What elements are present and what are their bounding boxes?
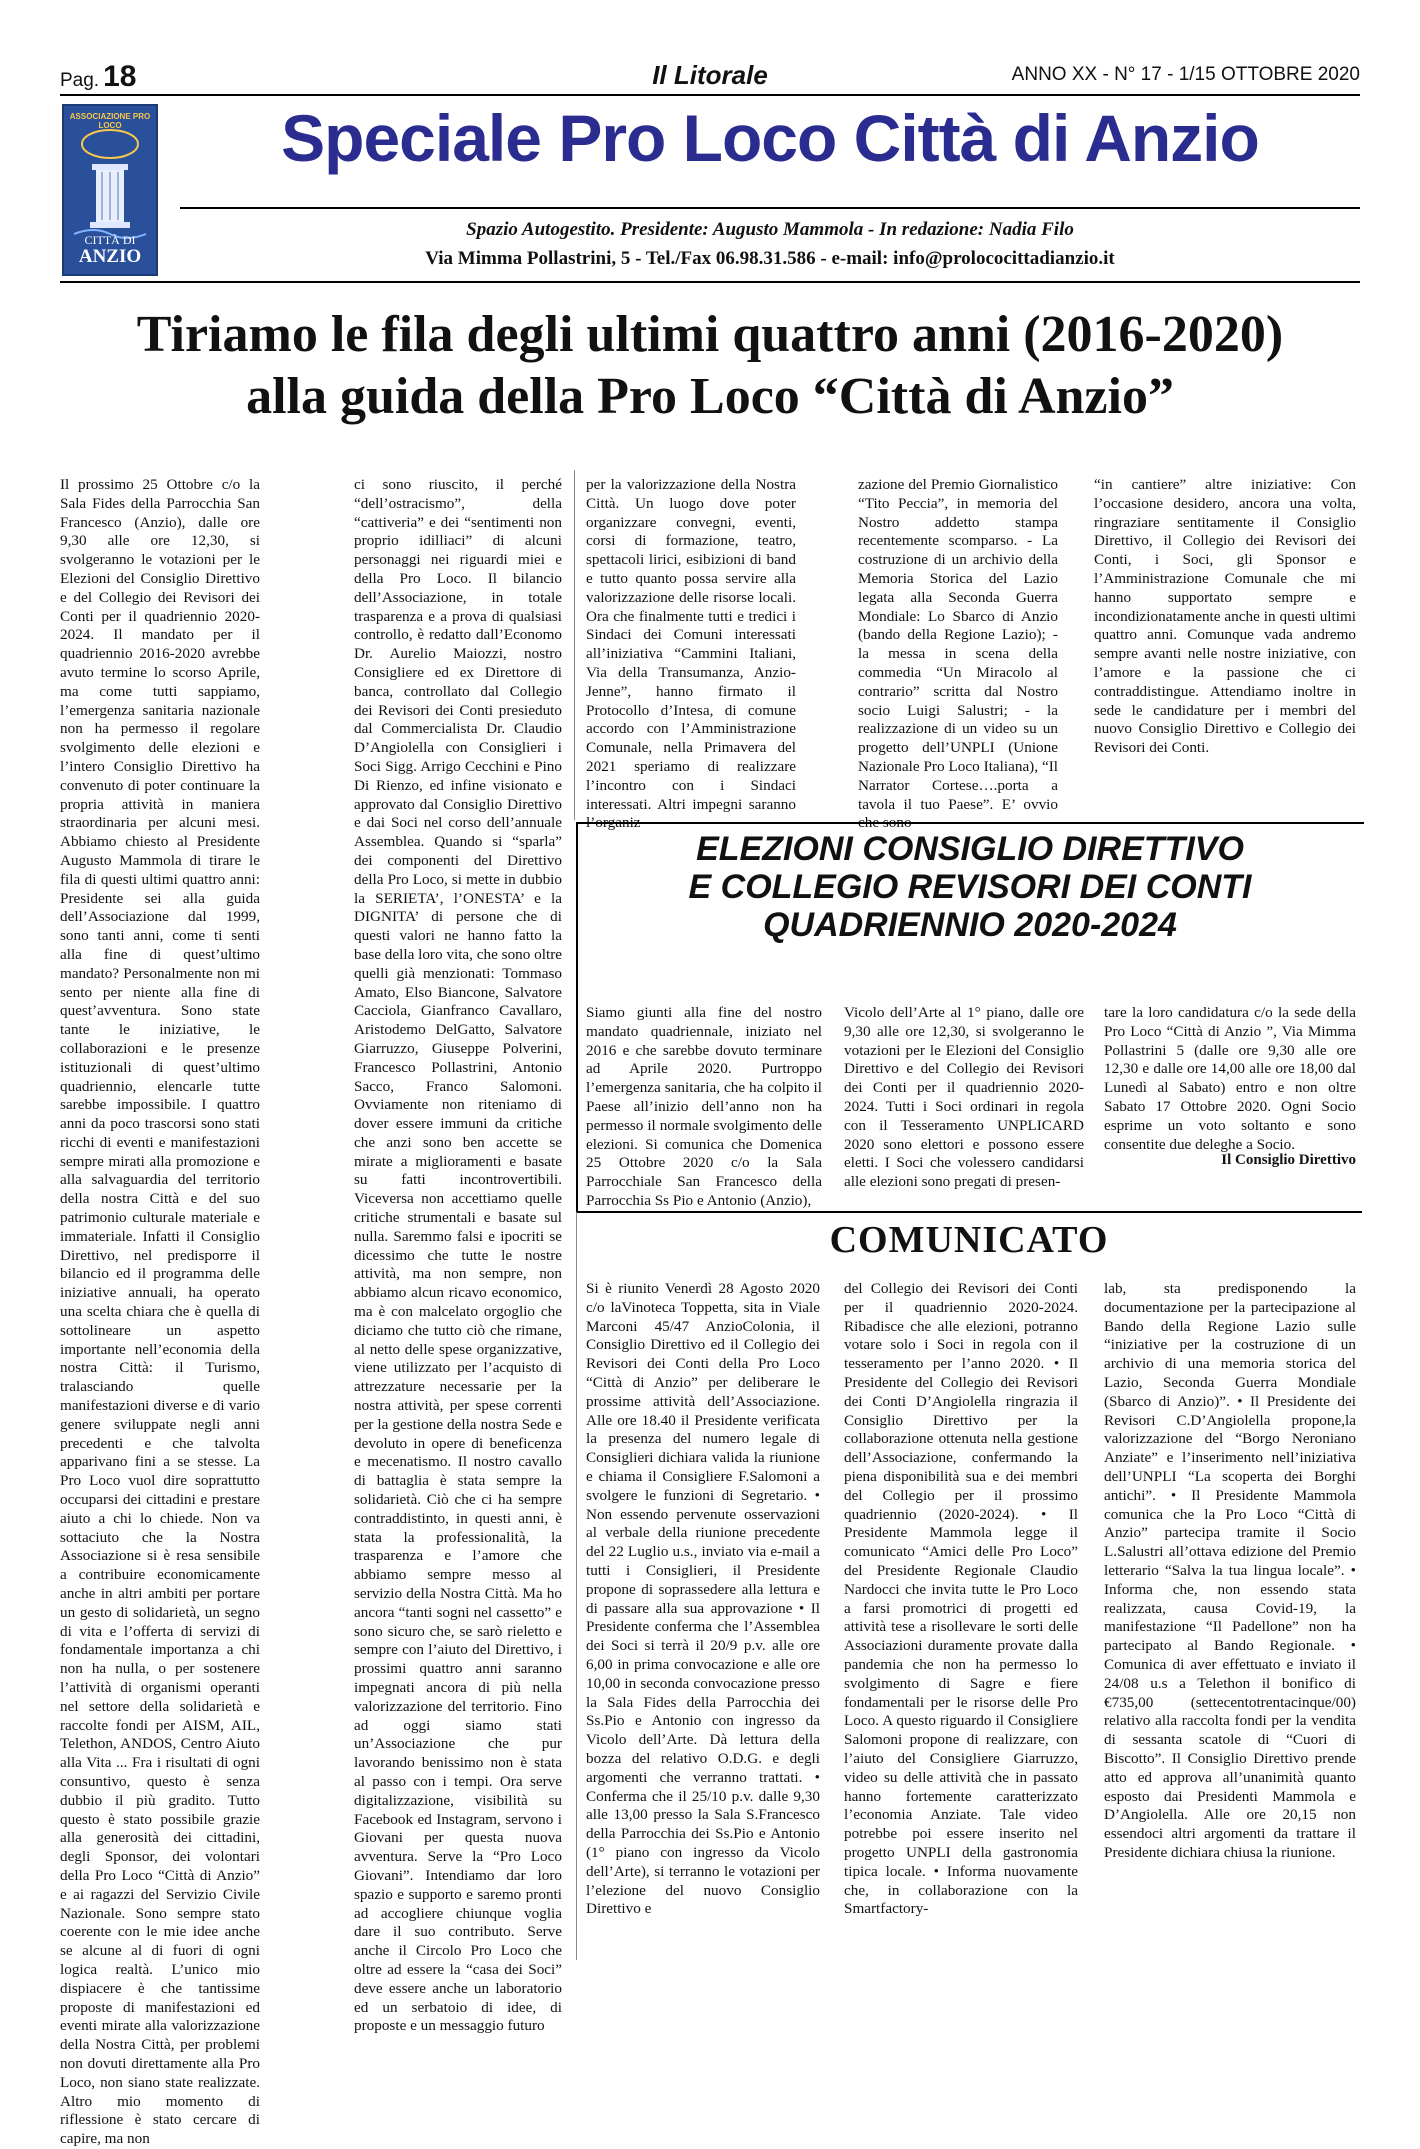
comunicato-title: COMUNICATO xyxy=(829,1219,1109,1261)
comunicato-column-3 xyxy=(1104,1280,1356,1958)
elezioni-title-line-2: E COLLEGIO REVISORI DEI CONTI xyxy=(688,868,1252,906)
divider xyxy=(60,281,1360,283)
article-column-2 xyxy=(354,476,562,2035)
elezioni-column-3 xyxy=(1104,1004,1356,1152)
contact-info: Via Mimma Pollastrini, 5 - Tel./Fax 06.98.31.586 - e-mail: info@prolococittadianzio.it xyxy=(425,248,1115,269)
logo-top-text: ASSOCIAZIONE PRO LOCO xyxy=(69,112,151,130)
article-text: Il prossimo 25 Ottobre c/o la Sala Fides della Parrocchia San Francesco (Anzio), dalle ore 9,30 alle ore 12,30, si svolgeranno le votazioni per le Elezioni del Consiglio Direttivo e del Collegio dei Revisori dei Conti per il quadriennio 2020-2024. Il mandato per il quadriennio 2016-2020 avrebbe avuto termine lo scorso Aprile, ma come tutti sappiamo, l’emergenza sanitaria nazionale non ha permesso il regolare svolgimento delle elezioni e l’intero Consiglio Direttivo ha convenuto di poter continuare la propria attività in maniera straordinaria per alcuni mesi. Abbiamo chiesto al Presidente Augusto Mammola di tirare le fila di questi ultimi quattro anni: Presidente sei alla guida dell’Associazione dal 1999, sono tanti anni, come ti senti alla fine di quest’ultimo mandato? Personalmente non mi sento per niente alla fine di quest’avventura. Sono state tante le iniziative, le collaborazioni e le presenze istituzionali di quest’ultimo quadriennio, elencarle tutte sarebbe impossibile. I quattro anni da poco trascorsi sono stati ricchi di eventi e manifestazioni sempre mirati alla promozione e alla salvaguardia del territorio della nostra Città e del suo patrimonio culturale materiale e immateriale. Infatti il Consiglio Direttivo, nel predisporre il bilancio ed il programma delle iniziative annuali, ha operato una scelta chiara che è quella di sottolineare un aspetto importante nell’economia della nostra Città: il Turismo, tralasciando quelle manifestazioni diverse e di vario genere sviluppate negli anni precedenti e che talvolta apparivano fini a se stesse. La Pro Loco vuol dire soprattutto occuparsi dei cittadini e prestare aiuto a chi lo chiede. Non va sottaciuto che la Nostra Associazione si è resa sensibile a contribuire economicamente anche in altri ambiti per portare un gesto di solidarietà, un segno di vita e l’offerta di servizi di fondamentale importanza a chi non ha nulla, o per sostenere l’attività di organismi operanti nel settore della solidarietà e raccolte fondi per AISM, AIL, Telethon, ANDOS, Centro Aiuto alla Vita ... Fra i risultati di ogni consuntivo, questo è senza dubbio il più gradito. Tutto questo è stato possibile grazie alla generosità dei cittadini, degli Sponsor, dei volontari della Pro Loco “Città di Anzio” e ai ragazzi del Servizio Civile Nazionale. Sono sempre stato coerente con le mie idee anche se alcune al di fuori di ogni logica realtà. L’unico mio dispiacere è che tantissime proposte di manifestazioni ed eventi mirate alla valorizzazione della Nostra Città, per problemi non dovuti direttamente alla Pro Loco, non siano state realizzate. Altro mio momento di riflessione è stato cercare di capire, ma non xyxy=(60,476,260,2148)
article-text: ci sono riuscito, il perché “dell’ostracismo”, della “cattiveria” e dei “sentimenti non proprio idilliaci” di alcuni personaggi nei riguardi miei e della Pro Loco. Il bilancio dell’Associazione, in totale trasparenza e a prova di qualsiasi controllo, è redatto dall’Economo Dr. Aurelio Maiozzi, nostro Consigliere ed ex Direttore di banca, controllato dal Collegio dei Revisori dei Conti presieduto dal Commercialista Dr. Claudio D’Angiolella con Consiglieri i Soci Sigg. Arrigo Cecchini e Pino Di Rienzo, ed infine visionato e approvato dal Consiglio Direttivo e dai Soci nel corso dell’annuale Assemblea. Quando si “sparla” dei componenti del Direttivo della Pro Loco, si mette in dubbio la SERIETA’, l’ONESTA’ e la DIGNITA’ di persone che di questi valori ne hanno fatto la base della loro vita, che sono oltre quelli già menzionati: Tommaso Amato, Elso Biancone, Salvatore Cacciola, Gianfranco Cavallaro, Aristodemo DelGatto, Salvatore Giarruzzo, Giuseppe Polverini, Francesco Pollastrini, Antonio Sacco, Franco Salomoni. Ovviamente non riteniamo di dover essere immuni da critiche che anzi sono ben accette se mirate a miglioramenti e basate su fatti incontrovertibili. Viceversa non accettiamo quelle critiche strumentali e basate sul nulla. Saremmo falsi e ipocriti se dicessimo che tutte le nostre attività, ma non sempre, non abbiamo alcun ricavo economico, ma è con malcelato orgoglio che diciamo che tutto ciò che rimane, al netto delle spese organizzative, viene utilizzato per l’acquisto di attrezzature necessarie per la nostra attività, per spese correnti per la gestione della nostra Sede e devoluto in opere di beneficenza e mecenatismo. Il nostro cavallo di battaglia è stata sempre la solidarietà. Ciò che ci ha sempre contraddistinto, in questi anni, è stata la professionalità, la trasparenza e l’amore che abbiamo sempre messo al servizio della Nostra Città. Ma ho ancora “tanti sogni nel cassetto” e sono sicuro che, se sarò rieletto e sempre con l’aiuto del Direttivo, i prossimi quattro anni saranno impegnati ancora di più nella valorizzazione del territorio. Fino ad oggi siamo stati un’Associazione che pur lavorando benissimo non è stata al passo con i tempi. Ora serve digitalizzazione, visibilità su Facebook ed Instagram, servono i Giovani per questa nuova avventura. Serve la “Pro Loco Giovani”. Intendiamo dar loro spazio e supporto e saremo pronti ad accogliere chiunque voglia dare il suo contributo. Serve anche il Circolo Pro Loco che oltre ad essere la “casa dei Soci” deve essere anche un laboratorio ed un serbatoio di idee, di proposte e un messaggio futuro xyxy=(354,476,562,2035)
elezioni-column-1 xyxy=(586,1004,822,1209)
newspaper-name: Il Litorale xyxy=(652,60,768,90)
elezioni-text: tare la loro candidatura c/o la sede della Pro Loco “Città di Anzio ”, Via Mimma Pollastrini 5 (dalle ore 9,30 alle ore 12,30 e dalle ore 14,00 alle ore 18,00 dal Lunedì al Sabato) entro e non oltre Sabato 17 Ottobre 2020. Ogni Socio esprime un voto soltanto e sono consentite due deleghe a Socio. xyxy=(1104,1004,1356,1153)
article-text: per la valorizzazione della Nostra Città. Un luogo dove poter organizzare convegni, eventi, corsi di formazione, teatro, spettacoli lirici, esibizioni di band e tutto quanto possa servire alla valorizzazione delle risorse locali. Ora che finalmente tutti e tredici i Sindaci dei Comuni interessati all’iniziativa “Cammini Italiani, Via della Transumanza, Anzio-Jenne”, hanno firmato il Protocollo d’Intesa, di comune accordo con l’Amministrazione Comunale, nella Primavera del 2021 speriamo di realizzare l’incontro con i Sindaci interessati. Altri impegni saranno l’organiz- xyxy=(586,476,796,832)
page-label: Pag. xyxy=(60,70,100,91)
elezioni-text: Siamo giunti alla fine del nostro mandato quadriennale, iniziato nel 2016 e che sarebbe dovuto terminare ad Aprile 2020. Purtroppo l’emergenza sanitaria, che ha colpito il Paese all’inizio dell’anno non ha permesso il normale svolgimento delle elezioni. Si comunica che Domenica 25 Ottobre 2020 c/o la Sala Parrocchiale San Francesco della Parrocchia Ss Pio e Antonio (Anzio), xyxy=(586,1004,822,1209)
issue-info: ANNO XX - N° 17 - 1/15 OTTOBRE 2020 xyxy=(1011,64,1360,85)
comunicato-column-2 xyxy=(844,1280,1078,1958)
elezioni-column-2 xyxy=(844,1004,1084,1191)
column-divider xyxy=(574,470,575,820)
article-text: zazione del Premio Giornalistico “Tito Peccia”, in memoria del Nostro addetto stampa recentemente scomparso. - La costruzione di un archivio della Memoria Storica del Lazio legata alla Seconda Guerra Mondiale: Lo Sbarco di Anzio (bando della Regione Lazio); - la messa in scena della commedia “Un Miracolo al contrario” scritta dal Nostro socio Luigi Salustri; - la realizzazione di un video su un progetto dell’UNPLI (Unione Nazionale Pro Loco Italiana), “Il Narrator Cortese….porta a tavola il tuo Paese”. E’ ovvio che sono xyxy=(858,476,1058,832)
elezioni-title-line-1: ELEZIONI CONSIGLIO DIRETTIVO xyxy=(696,830,1244,868)
comunicato-column-1 xyxy=(586,1280,820,1958)
elezioni-signature: Il Consiglio Direttivo xyxy=(1221,1152,1356,1168)
divider xyxy=(180,207,1360,209)
section-subtitle: Spazio Autogestito. Presidente: Augusto Mammola - In redazione: Nadia Filo xyxy=(466,219,1074,240)
section-title: Speciale Pro Loco Città di Anzio xyxy=(281,101,1259,175)
elezioni-title xyxy=(580,830,1360,944)
column-divider xyxy=(576,1212,577,1960)
article-column-1 xyxy=(60,476,260,2148)
logo-anzio-text: ANZIO xyxy=(78,246,142,267)
headline-line-2: alla guida della Pro Loco “Città di Anzio” xyxy=(246,368,1174,425)
divider xyxy=(60,94,1360,96)
article-text: “in cantiere” altre iniziative: Con l’occasione desidero, ancora una volta, ringraziare sentitamente il Consiglio Direttivo, il Collegio dei Revisori dei Conti, i Soci, gli Sponsor e l’Amministrazione Comunale che mi hanno supportato sempre e incondizionatamente anche in questi ultimi quattro anni. Comunque vada andremo sempre avanti nelle nostre iniziative, con l’amore e la passione che ci contraddistingue. Attendiamo inoltre in sede le candidature per i membri del nuovo Consiglio Direttivo e Collegio dei Revisori dei Conti. xyxy=(1094,476,1356,757)
headline-line-1: Tiriamo le fila degli ultimi quattro anni (2016-2020) xyxy=(136,306,1284,363)
pro-loco-logo xyxy=(62,104,158,276)
logo-city-text: CITTÀ DI xyxy=(84,233,136,247)
article-column-5 xyxy=(1094,476,1356,800)
divider xyxy=(576,1211,1362,1213)
comunicato-text: Si è riunito Venerdì 28 Agosto 2020 c/o laVinoteca Toppetta, sita in Viale Marconi 45/47 AnzioColonia, il Consiglio Direttivo ed il Collegio dei Revisori dei Conti della Pro Loco “Città di Anzio” per deliberare le prossime attività dell’Associazione. Alle ore 18.40 il Presidente verificata la presenza del numero legale di Consiglieri dichiara valida la riunione e chiama il Consigliere F.Salomoni a svolgere le funzioni di Segretario. • Non essendo pervenute osservazioni al verbale della riunione precedente del 22 Luglio u.s., inviato via e-mail a tutti i Consiglieri, il Presidente propone di soprassedere alla lettura e di passare alla sua approvazione • Il Presidente conferma che l’Assemblea dei Soci si terrà il 20/9 p.v. alle ore 6,00 in prima convocazione e alle ore 10,00 in seconda convocazione presso la Sala Fides della Parrocchia dei Ss.Pio e Antonio con ingresso da Vicolo dell’Arte. Dà lettura della bozza del relativo O.D.G. e degli argomenti che verranno trattati. • Conferma che il 25/10 p.v. dalle 9,30 alle 13,00 presso la Sala S.Francesco della Parrocchia dei Ss.Pio e Antonio (1° piano con ingresso da Vicolo dell’Arte), si terranno le votazioni per l’elezione del nuovo Consiglio Direttivo e xyxy=(586,1280,820,1918)
elezioni-text: Vicolo dell’Arte al 1° piano, dalle ore 9,30 alle ore 12,30, si svolgeranno le votazioni per le Elezioni del Consiglio Direttivo e del Collegio dei Revisori dei Conti per il quadriennio 2020-2024. Tutti i Soci ordinari in regola con il Tesseramento UNPLICARD 2020 sono elettori e possono essere eletti. I Soci che volessero candidarsi alle elezioni sono pregati di presen- xyxy=(844,1004,1084,1191)
article-headline xyxy=(60,304,1360,428)
comunicato-text: lab, sta predisponendo la documentazione per la partecipazione al Bando della Regione Lazio sulle “iniziative per la costruzione di un archivio di una memoria storica del Lazio, Seconda Guerra Mondiale (Sbarco di Anzio)”. • Il Presidente dei Revisori C.D’Angiolella propone,la valorizzazione del “Borgo Neroniano Anziate” e l’inserimento nell’iniziativa dell’UNPLI “La scoperta dei Borghi antichi”. • Il Presidente Mammola comunica che la Pro Loco “Città di Anzio” partecipa tramite il Socio L.Salustri all’ottava edizione del Premio letterario “Salva la tua lingua locale”. • Informa che, non essendo stata realizzata, causa Covid-19, la manifestazione “Il Padellone” non ha partecipato al Bando Regionale. • Comunica di aver effettuato e inviato il 24/08 u.s a Telethon il bonifico di €735,00 (settecentotrentacinque/00) relativo alla raccolta fondi per la vendita di sessanta scatole di “Cuori di Biscotto”. Il Consiglio Direttivo prende atto ed approva all’unanimità quanto esposto dai Presidenti Mammola e D’Angiolella. Alle ore 20,15 non essendoci altri argomenti da trattare il Presidente dichiara chiusa la riunione. xyxy=(1104,1280,1356,1861)
page-number-value: 18 xyxy=(103,60,137,93)
article-column-4 xyxy=(858,476,1058,832)
elezioni-title-line-3: QUADRIENNIO 2020-2024 xyxy=(763,906,1177,944)
comunicato-text: del Collegio dei Revisori dei Conti per il quadriennio 2020-2024. Ribadisce che alle elezioni, potranno votare solo i Soci in regola con il tesseramento per l’anno 2020. • Il Presidente del Collegio dei Revisori dei Conti D’Angiolella ringrazia il Consiglio Direttivo per la collaborazione ottenuta nella gestione dell’Associazione, confermando la piena disponibilità sua e dei membri del Collegio per il prossimo quadriennio (2020-2024). • Il Presidente Mammola legge il comunicato “Amici delle Pro Loco” del Presidente Regionale Claudio Nardocci che invita tutte le Pro Loco a farsi promotrici di progetti ed attività tese a risollevare le sorti delle Associazioni duramente provate dalla pandemia che non ha permesso lo svolgimento di Sagre e fiere fondamentali per le risorse delle Pro Loco. A questo riguardo il Consigliere Salomoni propone di realizzare, con l’aiuto del Consigliere Giarruzzo, video su delle attività che in passato hanno fortemente caratterizzato l’economia Anziate. Tale video potrebbe poi essere inserito nel progetto UNPLI della gastronomia tipica locale. • Informa nuovamente che, in collaborazione con la Smartfactory- xyxy=(844,1280,1078,1918)
